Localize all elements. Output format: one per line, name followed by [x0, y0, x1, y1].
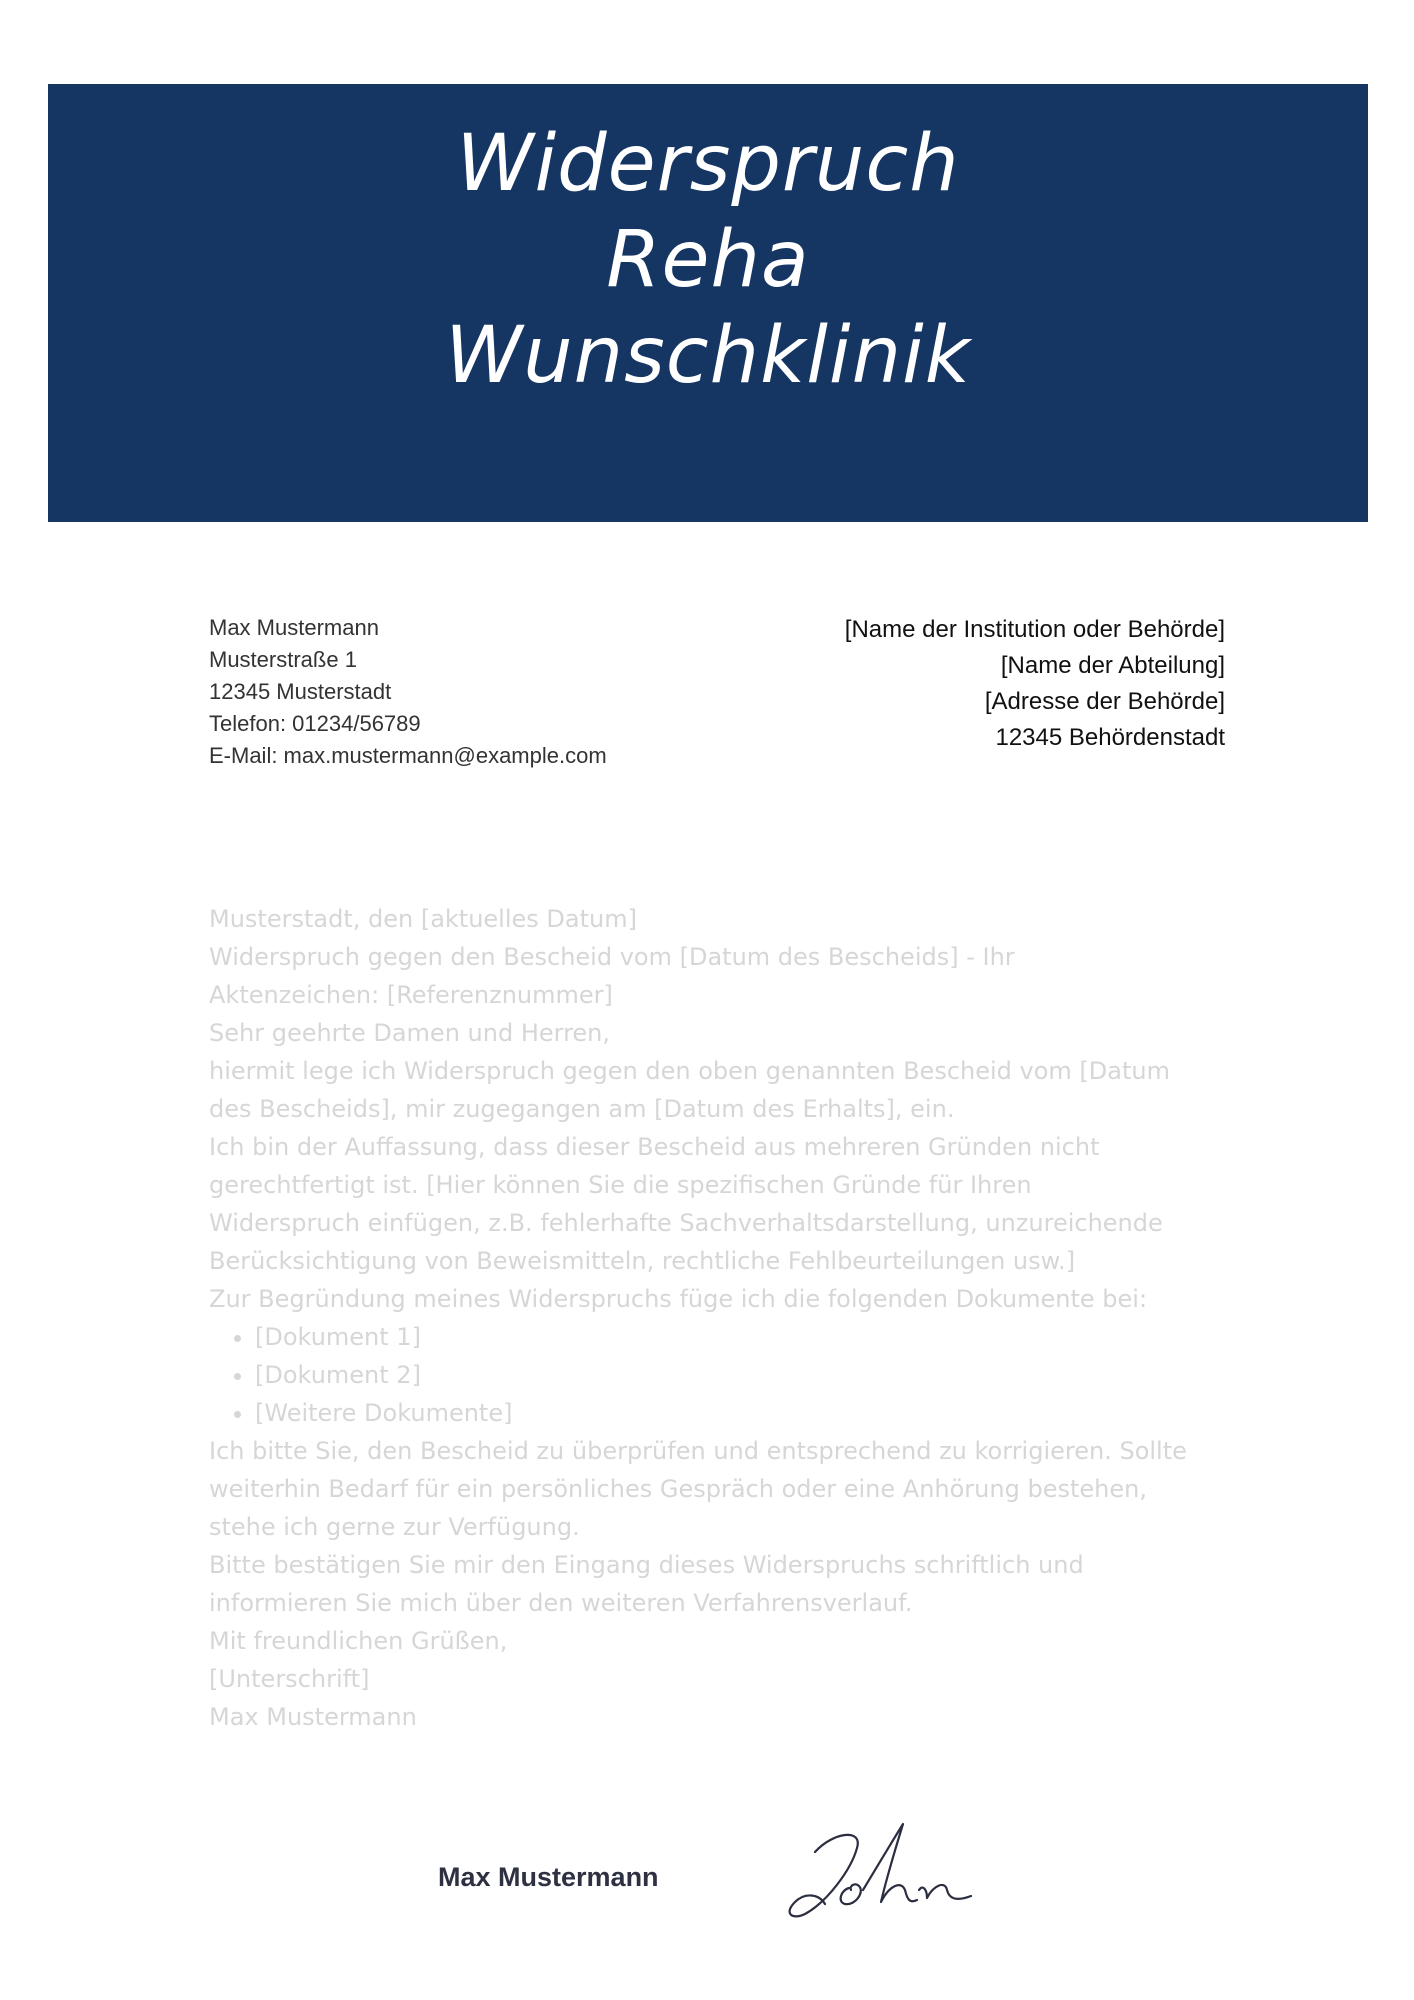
list-item: • [Dokument 1] — [255, 1318, 1189, 1356]
date-line: Musterstadt, den [aktuelles Datum] — [209, 905, 637, 933]
sender-phone: Telefon: 01234/56789 — [209, 711, 421, 736]
salutation: Sehr geehrte Damen und Herren, — [209, 1019, 611, 1047]
handwritten-signature — [775, 1810, 985, 1930]
paragraph-1: hiermit lege ich Widerspruch gegen den oben genannten Bescheid vom [Datum des Bescheids], mir zugegangen am [Datum des Erhalts], ein. — [209, 1057, 1170, 1123]
signer-name: Max Mustermann — [209, 1703, 417, 1731]
recipient-department: [Name der Abteilung] — [1000, 652, 1225, 679]
title-line-3: Wunschklinik — [445, 311, 971, 401]
sender-address — [209, 612, 607, 772]
recipient-address-line: [Adresse der Behörde] — [984, 688, 1225, 715]
documents-list — [209, 1318, 1189, 1432]
header-banner — [48, 84, 1368, 522]
letter-body — [209, 900, 1189, 1736]
recipient-address — [845, 612, 1225, 756]
paragraph-2: Ich bin der Auffassung, dass dieser Bescheid aus mehreren Gründen nicht gerechtfertigt ist. [Hier können Sie die spezifischen Gründe für Ihren Widerspruch einfügen, z.B. fehlerhafte Sachverhaltsdarstellung, unzureichende Berücksichtigung von Beweismitteln, rechtliche Fehlbeurteilungen usw.] — [209, 1133, 1163, 1275]
documents-intro: Zur Begründung meines Widerspruchs füge ich die folgenden Dokumente bei: — [209, 1285, 1148, 1313]
paragraph-4: Bitte bestätigen Sie mir den Eingang dieses Widerspruchs schriftlich und informieren Sie mich über den weiteren Verfahrensverlauf. — [209, 1551, 1084, 1617]
sender-street: Musterstraße 1 — [209, 647, 357, 672]
list-item: • [Dokument 2] — [255, 1356, 1189, 1394]
sender-city: 12345 Musterstadt — [209, 679, 392, 704]
paragraph-3: Ich bitte Sie, den Bescheid zu überprüfen und entsprechend zu korrigieren. Sollte weiterhin Bedarf für ein persönliches Gespräch oder eine Anhörung bestehen, stehe ich gerne zur Verfügung. — [209, 1437, 1187, 1541]
signature-printed-name: Max Mustermann — [438, 1862, 659, 1892]
signature-placeholder: [Unterschrift] — [209, 1665, 370, 1693]
sender-name: Max Mustermann — [209, 615, 379, 640]
title-line-1: Widerspruch — [456, 119, 960, 209]
closing: Mit freundlichen Grüßen, — [209, 1627, 508, 1655]
recipient-city: 12345 Behördenstadt — [995, 724, 1225, 751]
title-line-2: Reha — [606, 215, 810, 305]
sender-email: E-Mail: max.mustermann@example.com — [209, 743, 607, 768]
subject-line: Widerspruch gegen den Bescheid vom [Datum des Bescheids] - Ihr Aktenzeichen: [Referenznummer] — [209, 943, 1015, 1009]
list-item: • [Weitere Dokumente] — [255, 1394, 1189, 1432]
recipient-institution: [Name der Institution oder Behörde] — [844, 616, 1225, 643]
